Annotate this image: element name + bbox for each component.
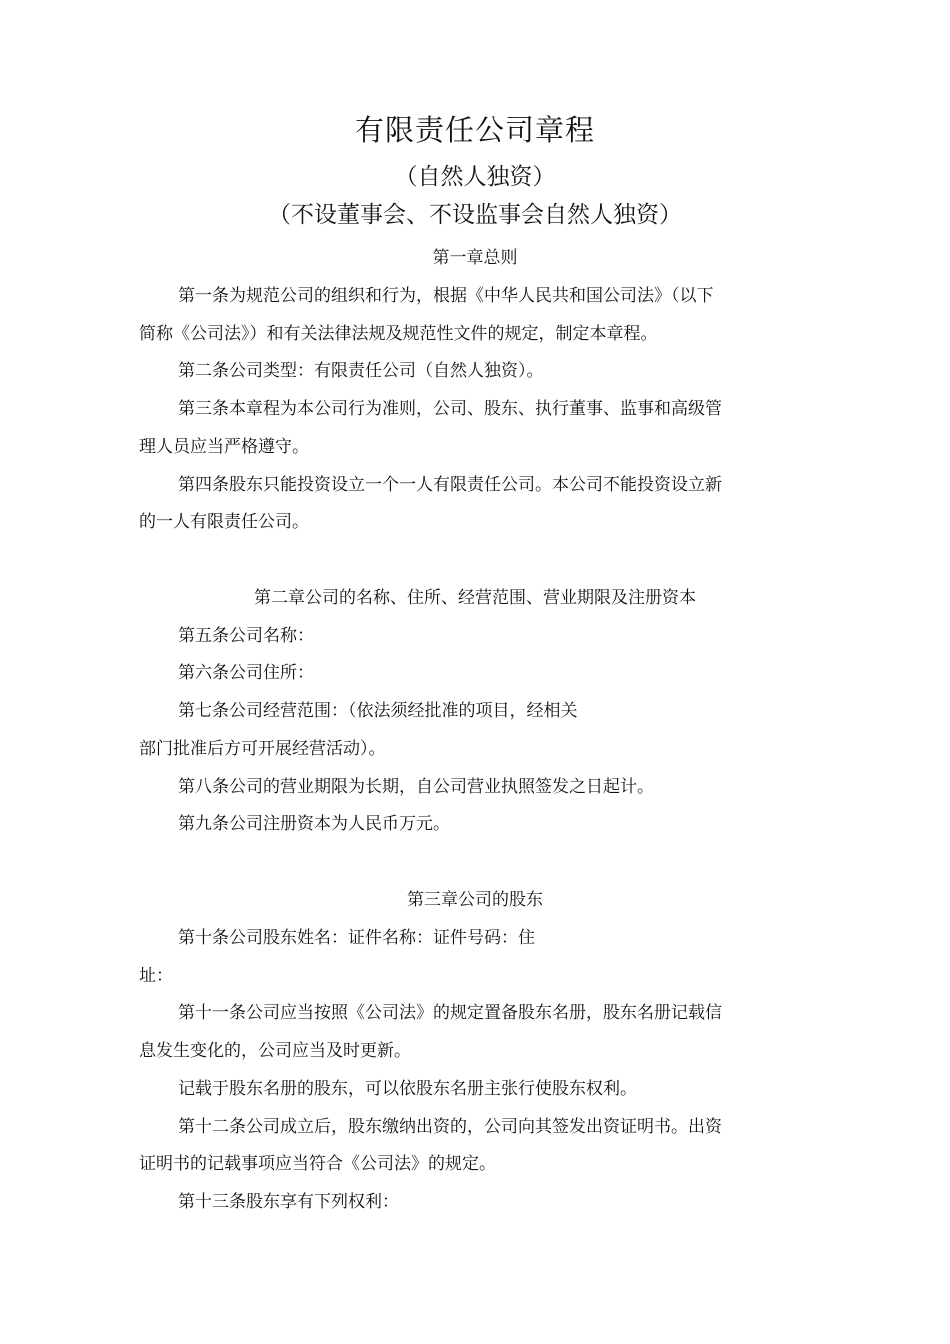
article-12-line-2: 证明书的记载事项应当符合《公司法》的规定。 bbox=[139, 1154, 496, 1174]
article-9: 第九条公司注册资本为人民币万元。 bbox=[178, 814, 450, 834]
article-1-line-1: 第一条为规范公司的组织和行为，根据《中华人民共和国公司法》（以下 bbox=[178, 286, 714, 306]
article-7-line-1: 第七条公司经营范围：（依法须经批准的项目，经相关 bbox=[178, 701, 578, 721]
chapter-3-heading: 第三章公司的股东 bbox=[407, 890, 543, 910]
article-2: 第二条公司类型：有限责任公司（自然人独资）。 bbox=[178, 361, 544, 381]
article-10-line-2: 址： bbox=[139, 966, 173, 986]
article-13: 第十三条股东享有下列权利： bbox=[178, 1192, 399, 1212]
article-6: 第六条公司住所： bbox=[178, 663, 314, 683]
article-12-line-1: 第十二条公司成立后，股东缴纳出资的，公司向其签发出资证明书。出资 bbox=[178, 1117, 722, 1137]
chapter-1-heading: 第一章总则 bbox=[432, 248, 518, 268]
document-title: 有限责任公司章程 bbox=[354, 113, 595, 147]
document-subtitle-2: （不设董事会、不设监事会自然人独资） bbox=[268, 202, 682, 228]
article-7-line-2: 部门批准后方可开展经营活动）。 bbox=[139, 739, 386, 759]
article-3-line-2: 理人员应当严格遵守。 bbox=[139, 437, 309, 457]
chapter-2-heading: 第二章公司的名称、住所、经营范围、营业期限及注册资本 bbox=[254, 588, 696, 608]
article-1-line-2: 简称《公司法》）和有关法律法规及规范性文件的规定，制定本章程。 bbox=[139, 324, 658, 344]
article-4-line-2: 的一人有限责任公司。 bbox=[139, 512, 309, 532]
article-5: 第五条公司名称： bbox=[178, 626, 314, 646]
article-11-paragraph-2: 记载于股东名册的股东，可以依股东名册主张行使股东权利。 bbox=[178, 1079, 637, 1099]
article-10-line-1: 第十条公司股东姓名：证件名称：证件号码：住 bbox=[178, 928, 535, 948]
article-8: 第八条公司的营业期限为长期，自公司营业执照签发之日起计。 bbox=[178, 777, 654, 797]
document-subtitle-1: （自然人独资） bbox=[394, 164, 556, 190]
article-11-line-1: 第十一条公司应当按照《公司法》的规定置备股东名册，股东名册记载信 bbox=[178, 1003, 722, 1023]
article-3-line-1: 第三条本章程为本公司行为准则，公司、股东、执行董事、监事和高级管 bbox=[178, 399, 722, 419]
article-11-line-2: 息发生变化的，公司应当及时更新。 bbox=[139, 1041, 411, 1061]
article-4-line-1: 第四条股东只能投资设立一个一人有限责任公司。本公司不能投资设立新 bbox=[178, 475, 722, 495]
